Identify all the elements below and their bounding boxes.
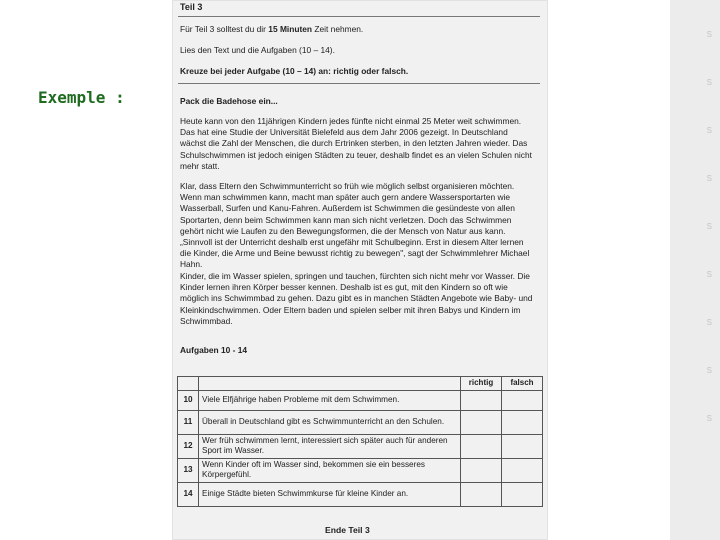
falsch-checkbox[interactable] [502, 482, 543, 506]
richtig-checkbox[interactable] [461, 434, 502, 458]
paragraph-1: Heute kann von den 11jährigen Kindern jedes fünfte nicht einmal 25 Meter weit schwimmen. Das hat eine Studie der Universität Bielefeld aus dem Jahr 2006 gezeigt. In Deutschland wächst die Zahl der Menschen, die durch Ertrinken sterben, in den letzten Jahren wieder. Das Schulschwimmen ist jedoch einigen Städten zu teuer, deshalb findet es an vielen Schulen nicht mehr statt. [180, 116, 532, 171]
table-row [178, 434, 543, 458]
instruction-read: Lies den Text und die Aufgaben (10 – 14). [180, 45, 335, 55]
footer-end-label: Ende Teil 3 [325, 525, 370, 535]
bleed-through-margin: S S S S S S S S S [670, 0, 720, 540]
table-row [178, 390, 543, 410]
instruction-mark: Kreuze bei jeder Aufgabe (10 – 14) an: richtig oder falsch. [180, 66, 409, 76]
falsch-checkbox[interactable] [502, 434, 543, 458]
table-row [178, 482, 543, 506]
task-number: 10 [178, 390, 199, 410]
exam-sheet [172, 0, 712, 540]
task-number: 13 [178, 458, 199, 482]
part-title: Teil 3 [180, 2, 203, 12]
instruction-time: Für Teil 3 solltest du dir 15 Minuten Zeit nehmen. [180, 24, 364, 34]
richtig-checkbox[interactable] [461, 458, 502, 482]
table-row [178, 410, 543, 434]
task-number: 14 [178, 482, 199, 506]
falsch-checkbox[interactable] [502, 458, 543, 482]
task-text: Überall in Deutschland gibt es Schwimmunterricht an den Schulen. [199, 410, 461, 434]
falsch-checkbox[interactable] [502, 410, 543, 434]
text-title: Pack die Badehose ein... [180, 96, 278, 106]
task-text: Einige Städte bieten Schwimmkurse für kleine Kinder an. [199, 482, 461, 506]
task-text: Wenn Kinder oft im Wasser sind, bekommen sie ein besseres Körpergefühl. [199, 458, 461, 482]
task-text: Wer früh schwimmen lernt, interessiert sich später auch für anderen Sport im Wasser. [199, 434, 461, 458]
header-blank-num [178, 377, 199, 391]
tasks-title: Aufgaben 10 - 14 [180, 345, 248, 355]
header-richtig: richtig [461, 377, 502, 391]
task-number: 12 [178, 434, 199, 458]
header-rule [178, 16, 540, 17]
richtig-checkbox[interactable] [461, 410, 502, 434]
tasks-header-row [178, 377, 543, 391]
task-text: Viele Elfjährige haben Probleme mit dem Schwimmen. [199, 390, 461, 410]
paragraph-2: Klar, dass Eltern den Schwimmunterricht so früh wie möglich selbst organisieren möchten. Wenn man schwimmen kann, macht man später auch gern andere Wassersportarten wie Wasserball, Surfen und Kanu-Fahren. Außerdem ist Schwimmen die gesündeste von allen Sportarten, denn beim Schwimmen kann man sich nicht verletzen. Doch das Schwimmen gehört nicht wie Laufen zu den Bewegungsformen, die der Mensch von Natur aus kann. „Sinnvoll ist der Unterricht deshalb erst ungefähr mit Schulbeginn. Erst in diesem Alter lernen die Kinder, die Arme und Beine bewusst richtig zu bewegen", sagt der Schwimmlehrer Michael Hahn. [180, 181, 530, 270]
instruction-rule [178, 83, 540, 84]
table-row [178, 458, 543, 482]
richtig-checkbox[interactable] [461, 482, 502, 506]
header-blank-text [199, 377, 461, 391]
example-label: Exemple : [38, 88, 125, 107]
tasks-table [177, 376, 543, 507]
falsch-checkbox[interactable] [502, 390, 543, 410]
paragraph-3: Kinder, die im Wasser spielen, springen und tauchen, fürchten sich nicht mehr vor Wasser. Die Kinder lernen ihren Körper besser kennen. Deshalb ist es gut, mit den Kindern so oft wie möglich ins Schwimmbad zu gehen. Dazu gibt es in manchen Städten Angebote wie Baby- und Kleinkindschwimmen. Oder Eltern baden und spielen selber mit ihren Babys und Kindern im Schwimmbad. [180, 271, 533, 326]
task-number: 11 [178, 410, 199, 434]
header-falsch: falsch [502, 377, 543, 391]
richtig-checkbox[interactable] [461, 390, 502, 410]
